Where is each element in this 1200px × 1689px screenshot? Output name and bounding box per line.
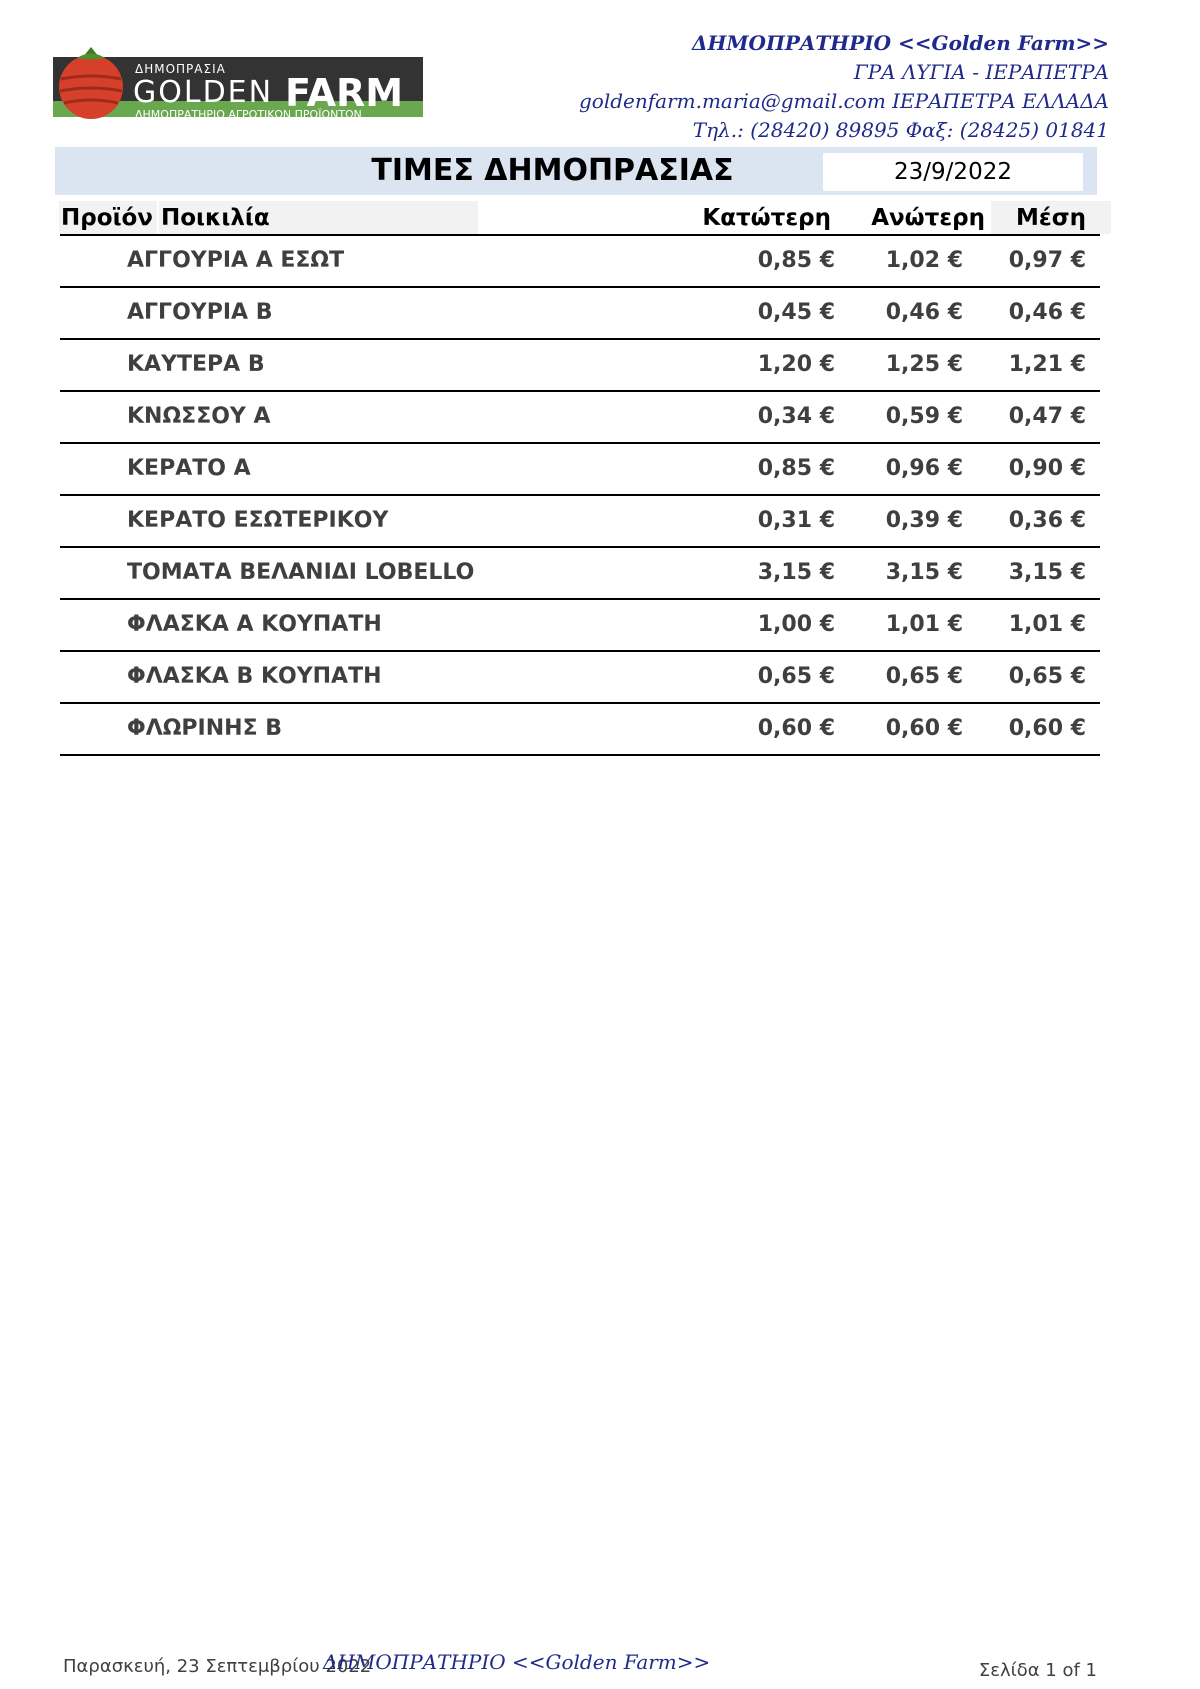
table-row <box>60 444 1100 496</box>
low-price: 0,85 € <box>757 456 835 481</box>
high-price: 1,25 € <box>885 352 963 377</box>
high-price: 0,65 € <box>885 664 963 689</box>
table-row <box>60 236 1100 288</box>
high-price: 3,15 € <box>885 560 963 585</box>
variety-name: ΤΟΜΑΤΑ ΒΕΛΑΝΙΔΙ LOBELLO <box>127 560 475 585</box>
table-row <box>60 496 1100 548</box>
variety-name: ΚΑΥΤΕΡΑ Β <box>127 352 265 377</box>
golden-farm-logo <box>53 45 423 125</box>
header-high-price: Ανώτερη <box>835 201 985 234</box>
avg-price: 0,60 € <box>1008 716 1086 741</box>
low-price: 0,85 € <box>757 248 835 273</box>
avg-price: 3,15 € <box>1008 560 1086 585</box>
table-row <box>60 548 1100 600</box>
avg-price: 0,65 € <box>1008 664 1086 689</box>
low-price: 0,31 € <box>757 508 835 533</box>
table-row <box>60 392 1100 444</box>
variety-name: ΦΛΑΣΚΑ Α ΚΟΥΠΑΤΗ <box>127 612 382 637</box>
company-address: ΓΡΑ ΛΥΓΙΑ - ΙΕΡΑΠΕΤΡΑ <box>853 60 1109 84</box>
variety-name: ΑΓΓΟΥΡΙΑ Α ΕΣΩΤ <box>127 248 345 273</box>
table-row <box>60 652 1100 704</box>
avg-price: 1,21 € <box>1008 352 1086 377</box>
variety-name: ΦΛΩΡΙΝΗΣ Β <box>127 716 283 741</box>
high-price: 0,96 € <box>885 456 963 481</box>
table-row <box>60 600 1100 652</box>
avg-price: 0,46 € <box>1008 300 1086 325</box>
avg-price: 1,01 € <box>1008 612 1086 637</box>
logo-golden-text: GOLDEN <box>133 75 274 110</box>
low-price: 0,60 € <box>757 716 835 741</box>
low-price: 0,65 € <box>757 664 835 689</box>
variety-name: ΚΕΡΑΤΟ Α <box>127 456 251 481</box>
company-name: ΔΗΜΟΠΡΑΤΗΡΙΟ <<Golden Farm>> <box>691 31 1109 55</box>
high-price: 0,60 € <box>885 716 963 741</box>
high-price: 0,39 € <box>885 508 963 533</box>
company-email: goldenfarm.maria@gmail.com ΙΕΡΑΠΕΤΡΑ ΕΛΛΑΔΑ <box>579 89 1109 113</box>
low-price: 1,20 € <box>757 352 835 377</box>
table-row <box>60 704 1100 756</box>
high-price: 1,01 € <box>885 612 963 637</box>
header-avg-price: Μέση <box>991 201 1111 234</box>
variety-name: ΑΓΓΟΥΡΙΑ Β <box>127 300 273 325</box>
table-row <box>60 288 1100 340</box>
low-price: 3,15 € <box>757 560 835 585</box>
high-price: 0,59 € <box>885 404 963 429</box>
avg-price: 0,47 € <box>1008 404 1086 429</box>
price-table <box>60 236 1100 756</box>
high-price: 0,46 € <box>885 300 963 325</box>
low-price: 0,45 € <box>757 300 835 325</box>
high-price: 1,02 € <box>885 248 963 273</box>
avg-price: 0,97 € <box>1008 248 1086 273</box>
logo-subtitle: ΔΗΜΟΠΡΑΤΗΡΙΟ ΑΓΡΟΤΙΚΩΝ ΠΡΟΪΟΝΤΩΝ <box>135 108 362 121</box>
avg-price: 0,90 € <box>1008 456 1086 481</box>
variety-name: ΦΛΑΣΚΑ Β ΚΟΥΠΑΤΗ <box>127 664 382 689</box>
header-variety: Ποικιλία <box>159 201 478 234</box>
auction-date: 23/9/2022 <box>823 153 1083 191</box>
low-price: 1,00 € <box>757 612 835 637</box>
logo-small-text: ΔΗΜΟΠΡΑΣΙΑ <box>135 62 226 76</box>
page-title: ΤΙΜΕΣ ΔΗΜΟΠΡΑΣΙΑΣ <box>371 153 734 188</box>
variety-name: ΚΝΩΣΣΟΥ Α <box>127 404 271 429</box>
header-low-price: Κατώτερη <box>676 201 831 234</box>
company-phone: Τηλ.: (28420) 89895 Φαξ: (28425) 01841 <box>692 118 1109 142</box>
footer-page-number: Σελίδα 1 of 1 <box>978 1660 1097 1681</box>
logo-farm-text: FARM <box>285 71 404 115</box>
footer-date: Παρασκευή, 23 Σεπτεμβρίου 2022 <box>63 1656 372 1677</box>
footer-company: ΔΗΜΟΠΡΑΤΗΡΙΟ <<Golden Farm>> <box>323 1650 711 1674</box>
low-price: 0,34 € <box>757 404 835 429</box>
table-row <box>60 340 1100 392</box>
avg-price: 0,36 € <box>1008 508 1086 533</box>
variety-name: ΚΕΡΑΤΟ ΕΣΩΤΕΡΙΚΟΥ <box>127 508 389 533</box>
header-product: Προϊόν <box>59 201 157 234</box>
